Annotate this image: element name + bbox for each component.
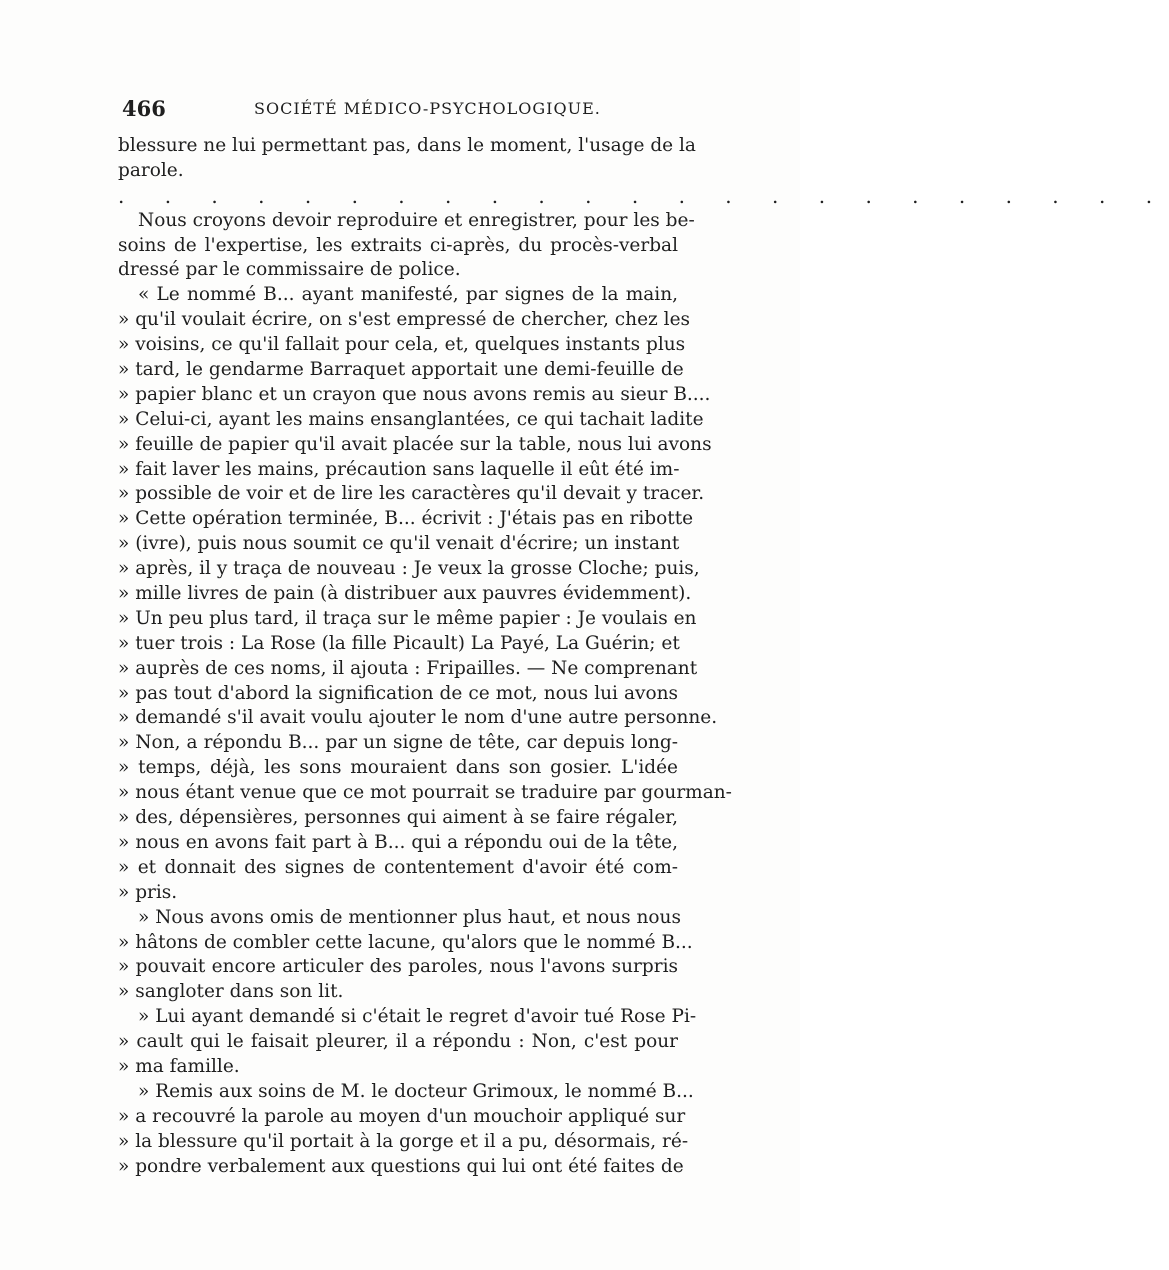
text-line: » papier blanc et un crayon que nous avons remis au sieur B....	[118, 383, 711, 405]
text-line: » feuille de papier qu'il avait placée sur la table, nous lui avons	[118, 433, 712, 455]
text-line: » des, dépensières, personnes qui aiment à se faire régaler,	[118, 807, 678, 829]
text-line: » Lui ayant demandé si c'était le regret d'avoir tué Rose Pi-	[138, 1006, 697, 1028]
text-line: » pas tout d'abord la signification de ce mot, nous lui avons	[118, 682, 678, 704]
text-line: » pouvait encore articuler des paroles, nous l'avons surpris	[118, 956, 678, 978]
text-line: » après, il y traça de nouveau : Je veux la grosse Cloche; puis,	[118, 558, 700, 580]
text-line: soins de l'expertise, les extraits ci-après, du procès-verbal	[118, 234, 678, 256]
text-line: » temps, déjà, les sons mouraient dans son gosier. L'idée	[118, 757, 678, 779]
text-line: » qu'il voulait écrire, on s'est empressé de chercher, chez les	[118, 309, 691, 331]
text-line: » Remis aux soins de M. le docteur Grimoux, le nommé B...	[138, 1080, 694, 1102]
text-line: » auprès de ces noms, il ajouta : Fripailles. — Ne comprenant	[118, 657, 698, 679]
text-line: » demandé s'il avait voulu ajouter le nom d'une autre personne.	[118, 707, 718, 729]
text-line: » cault qui le faisait pleurer, il a répondu : Non, c'est pour	[118, 1031, 678, 1053]
text-line: » ma famille.	[118, 1055, 240, 1077]
text-line: » Un peu plus tard, il traça sur le même papier : Je voulais en	[118, 607, 697, 629]
text-line: » Non, a répondu B... par un signe de tête, car depuis long-	[118, 732, 678, 754]
text-line: Nous croyons devoir reproduire et enregistrer, pour les be-	[138, 209, 695, 231]
text-line: » mille livres de pain (à distribuer aux pauvres évidemment).	[118, 583, 692, 605]
text-line: » tuer trois : La Rose (la fille Picault) La Payé, La Guérin; et	[118, 632, 680, 654]
text-line: » pondre verbalement aux questions qui lui ont été faites de	[118, 1155, 684, 1177]
text-line: » voisins, ce qu'il fallait pour cela, et, quelques instants plus	[118, 334, 686, 356]
text-line: « Le nommé B... ayant manifesté, par signes de la main,	[138, 284, 678, 306]
ellipsis-line: . . . . . . . . . . . . . . . . . . . . . . .	[118, 183, 1169, 208]
text-line: » et donnait des signes de contentement d'avoir été com-	[118, 856, 678, 878]
text-line: » (ivre), puis nous soumit ce qu'il venait d'écrire; un instant	[118, 533, 680, 555]
text-line: » nous étant venue que ce mot pourrait se traduire par gourman-	[118, 782, 732, 804]
text-line: » pris.	[118, 881, 178, 903]
page-number: 466	[122, 96, 166, 121]
text-line: » nous en avons fait part à B... qui a répondu oui de la tête,	[118, 831, 678, 853]
text-line: » fait laver les mains, précaution sans laquelle il eût été im-	[118, 458, 680, 480]
text-line: » possible de voir et de lire les caractères qu'il devait y tracer.	[118, 483, 705, 505]
running-title: SOCIÉTÉ MÉDICO-PSYCHOLOGIQUE.	[254, 99, 601, 118]
text-line: blessure ne lui permettant pas, dans le moment, l'usage de la	[118, 135, 696, 156]
text-line: » sangloter dans son lit.	[118, 981, 344, 1003]
text-line: » hâtons de combler cette lacune, qu'alors que le nommé B...	[118, 931, 693, 953]
text-line: » Cette opération terminée, B... écrivit : J'étais pas en ribotte	[118, 508, 694, 530]
text-line: dressé par le commissaire de police.	[118, 259, 461, 281]
text-line: » tard, le gendarme Barraquet apportait une demi-feuille de	[118, 359, 684, 381]
text-line: » Nous avons omis de mentionner plus haut, et nous nous	[138, 906, 681, 928]
running-head	[122, 96, 680, 126]
text-line: » Celui-ci, ayant les mains ensanglantées, ce qui tachait ladite	[118, 408, 704, 430]
body-text	[118, 134, 1169, 1179]
text-line: parole.	[118, 159, 184, 181]
text-line: » a recouvré la parole au moyen d'un mouchoir appliqué sur	[118, 1105, 686, 1127]
text-line: » la blessure qu'il portait à la gorge et il a pu, désormais, ré-	[118, 1130, 689, 1152]
